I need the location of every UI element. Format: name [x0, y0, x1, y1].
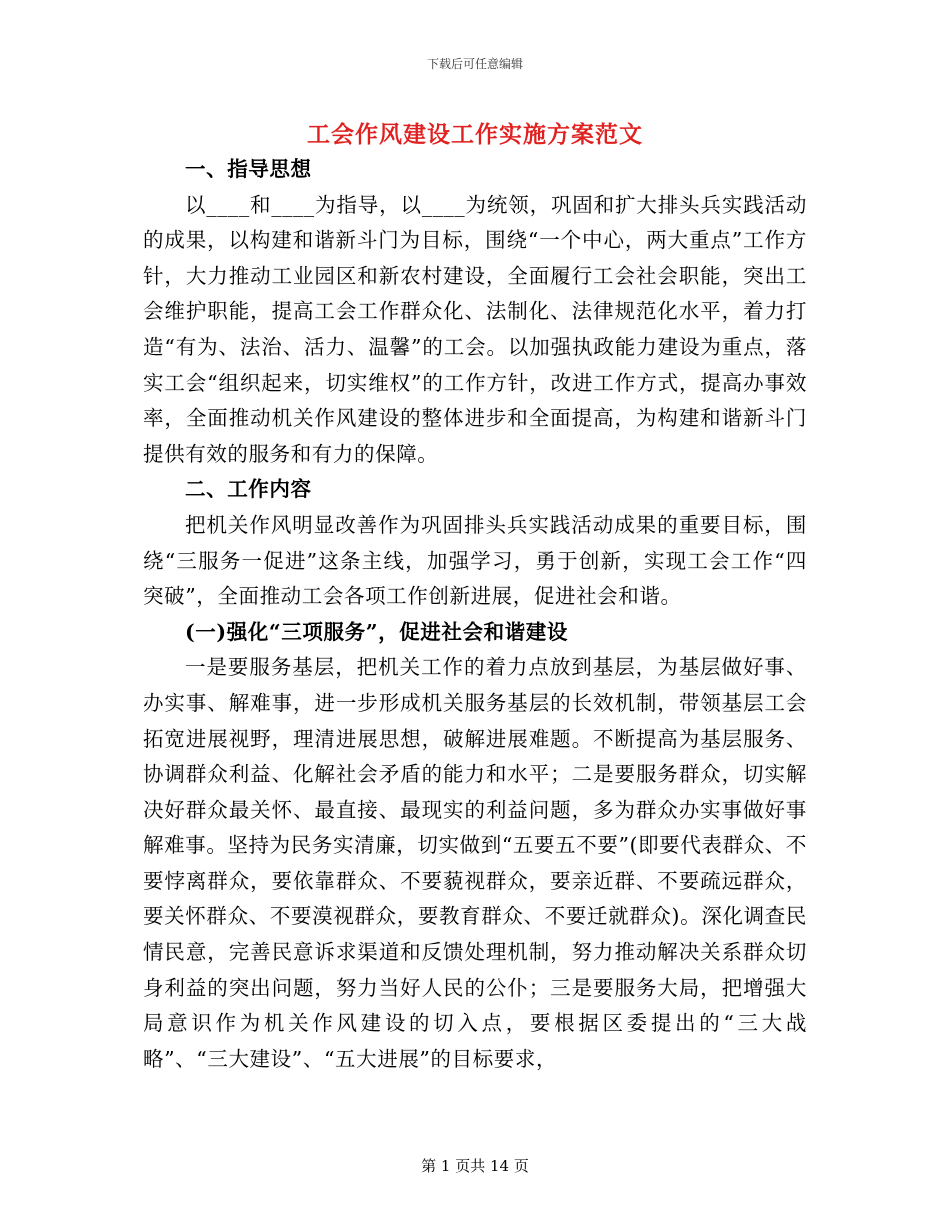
paragraph-guiding-thought: 以____和____为指导，以____为统领，巩固和扩大排头兵实践活动的成果，以构建和谐新斗门为目标，围绕“一个中心，两大重点”工作方针，大力推动工业园区和新农村建设，全面履行工会社会职能，突出工会维护职能，提高工会工作群众化、法制化、法律规范化水平，着力打造“有为、法治、活力、温馨”的工会。以加强执政能力建设为重点，落实工会“组织起来，切实维权”的工作方针，改进工作方式，提高办事效率，全面推动机关作风建设的整体进步和全面提高，为构建和谐新斗门提供有效的服务和有力的保障。 [143, 192, 807, 466]
paragraph-three-services: 一是要服务基层，把机关工作的着力点放到基层，为基层做好事、办实事、解难事，进一步形成机关服务基层的长效机制，带领基层工会拓宽进展视野，理清进展思想，破解进展难题。不断提高为基层服务、协调群众利益、化解社会矛盾的能力和水平；二是要服务群众，切实解决好群众最关怀、最直接、最现实的利益问题，多为群众办实事做好事解难事。坚持为民务实清廉，切实做到“五要五不要”(即要代表群众、不要悖离群众，要依靠群众、不要藐视群众，要亲近群、不要疏远群众，要关怀群众、不要漠视群众，要教育群众、不要迁就群众)。深化调查民情民意，完善民意诉求渠道和反馈处理机制，努力推动解决关系群众切身利益的突出问题，努力当好人民的公仆；三是要服务大局，把增强大局意识作为机关作风建设的切入点，要根据区委提出的“三大战略”、“三大建设”、“五大进展”的目标要求， [143, 655, 807, 1071]
header-note: 下载后可任意编辑 [426, 57, 523, 71]
section-heading-guiding-thought: 一、指导思想 [185, 157, 312, 181]
page-footer: 第 1 页共 14 页 [421, 1157, 529, 1175]
paragraph-work-content: 把机关作风明显改善作为巩固排头兵实践活动成果的重要目标，围绕“三服务一促进”这条主线，加强学习，勇于创新，实现工会工作“四突破”，全面推动工会各项工作创新进展，促进社会和谐。 [143, 512, 807, 609]
document-body [143, 152, 807, 1077]
document-title: 工会作风建设工作实施方案范文 [307, 121, 643, 148]
section-heading-work-content: 二、工作内容 [185, 477, 312, 502]
subsection-heading-three-services: (一)强化“三项服务”，促进社会和谐建设 [185, 619, 568, 644]
